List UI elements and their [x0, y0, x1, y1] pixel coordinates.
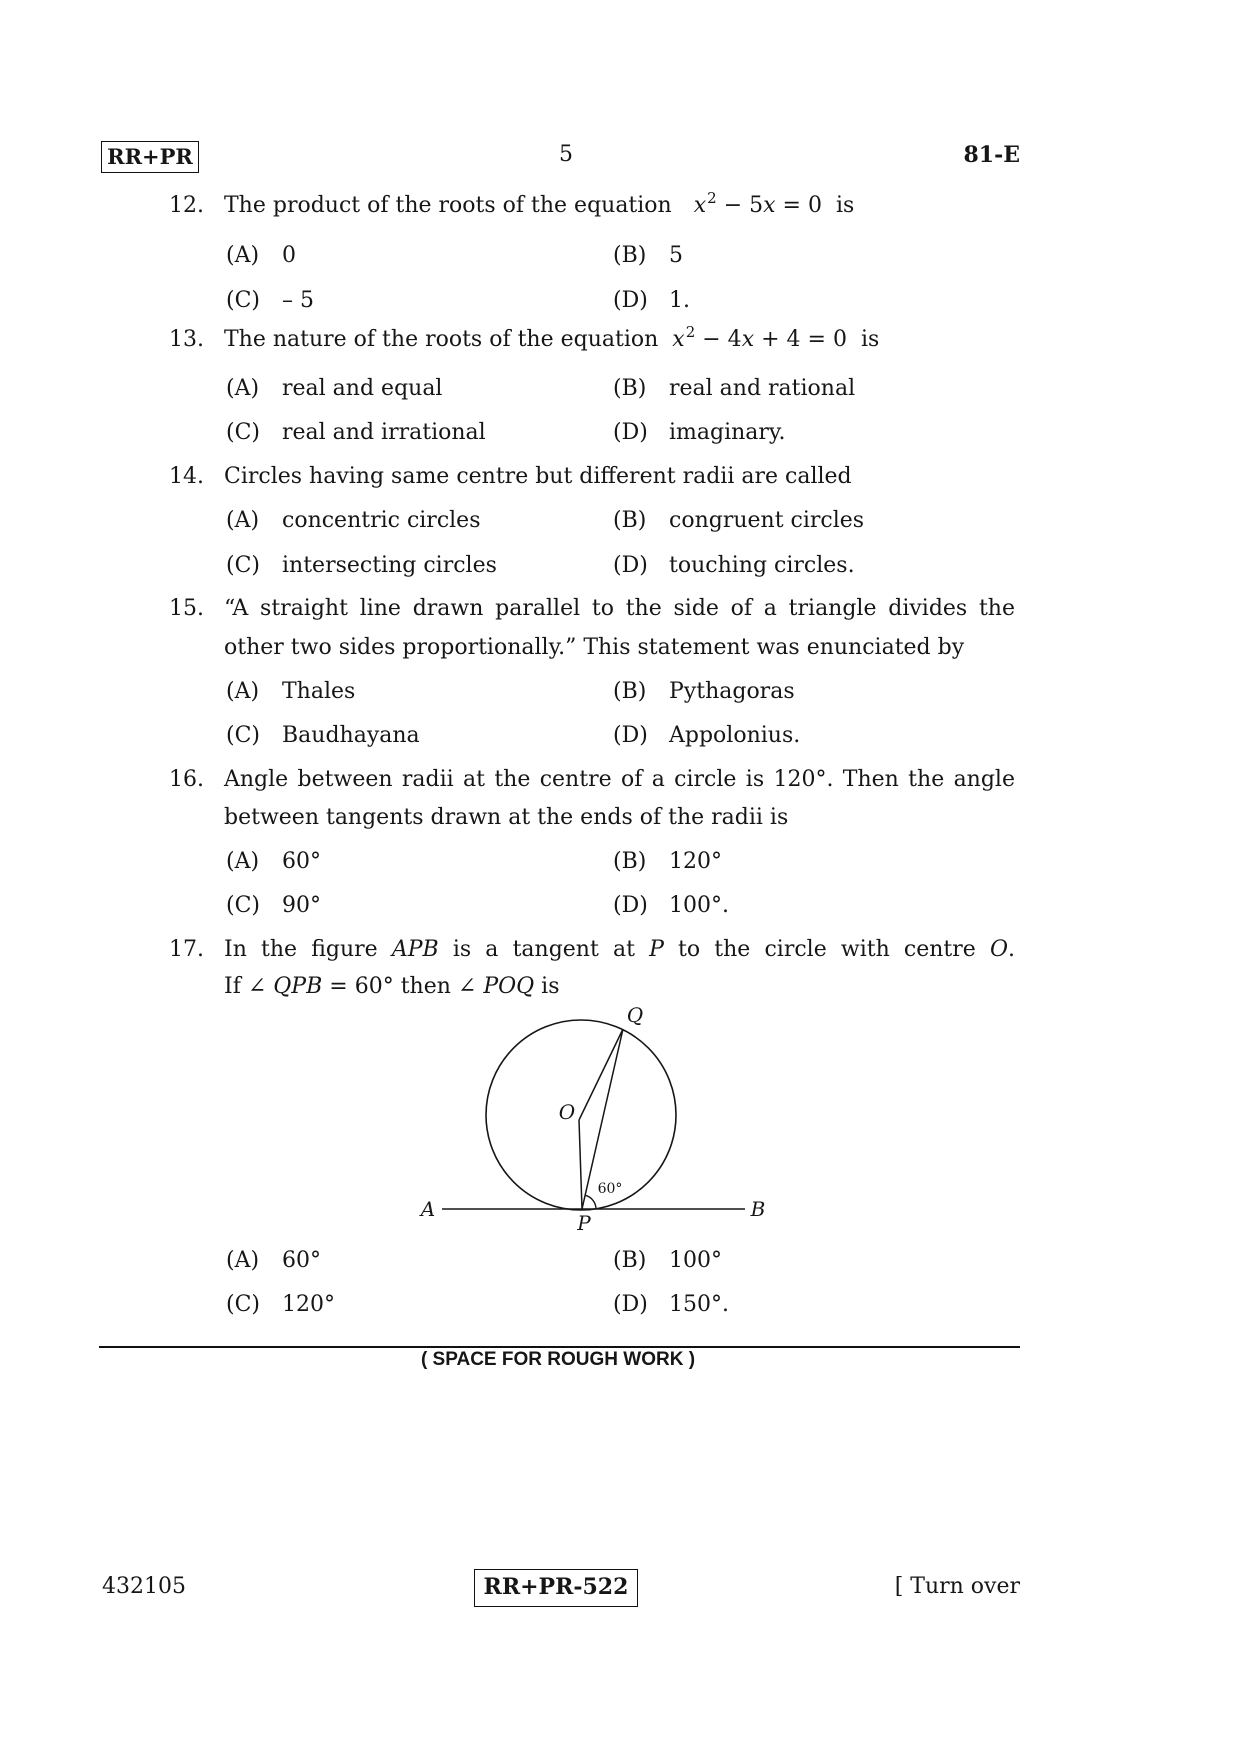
question-text-line-1: [224, 935, 1015, 965]
option-text: imaginary.: [669, 420, 786, 445]
question-number: 13.: [169, 327, 204, 352]
option-label: (A): [226, 243, 260, 268]
question-suffix: is: [835, 193, 855, 218]
option-b: [613, 847, 722, 877]
option-text: real and irrational: [282, 420, 486, 445]
radius-oq: [579, 1029, 623, 1120]
question-text-line-2: between tangents drawn at the ends of the radii is: [224, 805, 789, 830]
option-text: 60°: [282, 1248, 321, 1273]
eq-term: = 0: [775, 193, 822, 218]
option-text: congruent circles: [669, 508, 865, 533]
label-o: O: [558, 1100, 576, 1124]
eq-term: − 5: [716, 193, 764, 218]
option-label: (C): [226, 893, 260, 918]
option-label: (A): [226, 1248, 260, 1273]
option-label: (D): [613, 893, 648, 918]
option-text: 60°: [282, 849, 321, 874]
equation: [672, 323, 847, 352]
text-segment: is: [534, 974, 560, 999]
label-q: Q: [626, 1003, 644, 1027]
option-d: [613, 891, 729, 921]
option-a: [226, 241, 296, 271]
eq-exponent: 2: [707, 189, 717, 207]
eq-variable: x: [693, 193, 707, 218]
question-number: 12.: [169, 193, 204, 218]
option-text: 0: [282, 243, 296, 268]
option-d: [613, 1290, 729, 1320]
option-text: real and rational: [669, 376, 856, 401]
question-number: 16.: [169, 767, 204, 792]
option-text: concentric circles: [282, 508, 481, 533]
option-label: (D): [613, 1292, 648, 1317]
question-text: [224, 191, 854, 221]
option-c: [226, 551, 497, 581]
option-label: (B): [613, 849, 647, 874]
option-text: 150°.: [669, 1292, 729, 1317]
option-b: [613, 1246, 722, 1276]
option-text: Thales: [282, 679, 356, 704]
text-segment: .: [1007, 937, 1015, 962]
question-text-line-2: [224, 972, 560, 1002]
option-text: Appolonius.: [669, 723, 801, 748]
series-code: RR+PR: [107, 144, 193, 169]
option-a: [226, 677, 355, 707]
eq-variable: x: [763, 193, 776, 218]
option-b: [613, 506, 864, 536]
option-d: [613, 418, 785, 448]
label-a: A: [420, 1197, 436, 1221]
option-c: [226, 1290, 335, 1320]
segment-apb: APB: [391, 937, 439, 962]
option-label: (A): [226, 849, 260, 874]
option-text: 1.: [669, 288, 690, 313]
question-number: 17.: [169, 937, 204, 962]
option-b: [613, 241, 683, 271]
option-text: real and equal: [282, 376, 443, 401]
segment-poq: POQ: [483, 974, 535, 999]
question-suffix: is: [860, 327, 880, 352]
option-d: [613, 551, 855, 581]
option-label: (D): [613, 723, 648, 748]
option-label: (A): [226, 679, 260, 704]
question-stem: The product of the roots of the equation: [224, 193, 672, 218]
series-code-box: [101, 141, 199, 173]
option-text: Pythagoras: [669, 679, 795, 704]
option-text: 120°: [282, 1292, 335, 1317]
eq-variable: x: [741, 327, 755, 352]
label-p: P: [577, 1211, 591, 1235]
question-number: 15.: [169, 596, 204, 621]
option-b: [613, 374, 855, 404]
angle-label: 60°: [597, 1181, 623, 1197]
turn-over: [ Turn over: [894, 1574, 1020, 1599]
option-text: 120°: [669, 849, 722, 874]
question-text: [224, 325, 879, 355]
option-a: [226, 1246, 321, 1276]
option-c: [226, 891, 321, 921]
option-b: [613, 677, 795, 707]
option-c: [226, 418, 486, 448]
option-label: (D): [613, 420, 648, 445]
segment-p: P: [649, 937, 664, 962]
equation: [693, 189, 822, 218]
question-text-line-2: other two sides proportionally.” This statement was enunciated by: [224, 635, 965, 660]
option-label: (B): [613, 508, 647, 533]
option-label: (B): [613, 243, 647, 268]
eq-exponent: 2: [685, 323, 696, 341]
option-label: (C): [226, 553, 260, 578]
booklet-code-box: [474, 1569, 638, 1607]
eq-term: − 4: [695, 327, 742, 352]
option-label: (C): [226, 420, 260, 445]
option-c: [226, 286, 314, 316]
eq-variable: x: [672, 327, 685, 352]
question-stem: The nature of the roots of the equation: [224, 327, 659, 352]
segment-qpb: QPB: [273, 974, 323, 999]
booklet-code: RR+PR-522: [483, 1574, 629, 1600]
subject-code: 81-E: [963, 142, 1020, 168]
question-text-line-1: “A straight line drawn parallel to the side of a triangle divides the: [224, 596, 1015, 621]
question-text-line-1: Angle between radii at the centre of a circle is 120°. Then the angle: [224, 767, 1015, 792]
option-text: 90°: [282, 893, 321, 918]
text-segment: In the figure: [224, 937, 392, 962]
option-text: – 5: [282, 288, 314, 313]
option-text: 100°: [669, 1248, 722, 1273]
option-label: (C): [226, 1292, 260, 1317]
text-segment: to the circle with centre: [663, 937, 990, 962]
option-c: [226, 721, 420, 751]
option-label: (A): [226, 376, 260, 401]
option-label: (D): [613, 288, 648, 313]
option-label: (C): [226, 723, 260, 748]
option-text: 5: [669, 243, 683, 268]
option-text: touching circles.: [669, 553, 855, 578]
option-label: (C): [226, 288, 260, 313]
option-text: Baudhayana: [282, 723, 420, 748]
text-segment: is a tangent at: [438, 937, 650, 962]
option-text: 100°.: [669, 893, 729, 918]
option-label: (D): [613, 553, 648, 578]
question-text: Circles having same centre but different radii are called: [224, 464, 852, 489]
option-a: [226, 506, 481, 536]
rough-work-heading: ( SPACE FOR ROUGH WORK ): [420, 1349, 696, 1370]
question-number: 14.: [169, 464, 204, 489]
option-a: [226, 374, 442, 404]
option-a: [226, 847, 321, 877]
angle-arc-qpb: [585, 1195, 596, 1209]
option-text: intersecting circles: [282, 553, 497, 578]
option-label: (B): [613, 679, 647, 704]
option-label: (B): [613, 376, 647, 401]
tangent-circle-figure: [400, 1000, 780, 1240]
text-segment: = 60° then ∠: [322, 974, 484, 999]
option-d: [613, 286, 690, 316]
radius-op: [579, 1120, 582, 1209]
option-label: (B): [613, 1248, 647, 1273]
option-d: [613, 721, 800, 751]
page-number: 5: [559, 142, 573, 167]
label-b: B: [750, 1197, 766, 1221]
text-segment: If ∠: [224, 974, 274, 999]
segment-o: O: [989, 937, 1008, 962]
footer-code: 432105: [102, 1574, 186, 1599]
eq-term: + 4 = 0: [754, 327, 847, 352]
option-label: (A): [226, 508, 260, 533]
